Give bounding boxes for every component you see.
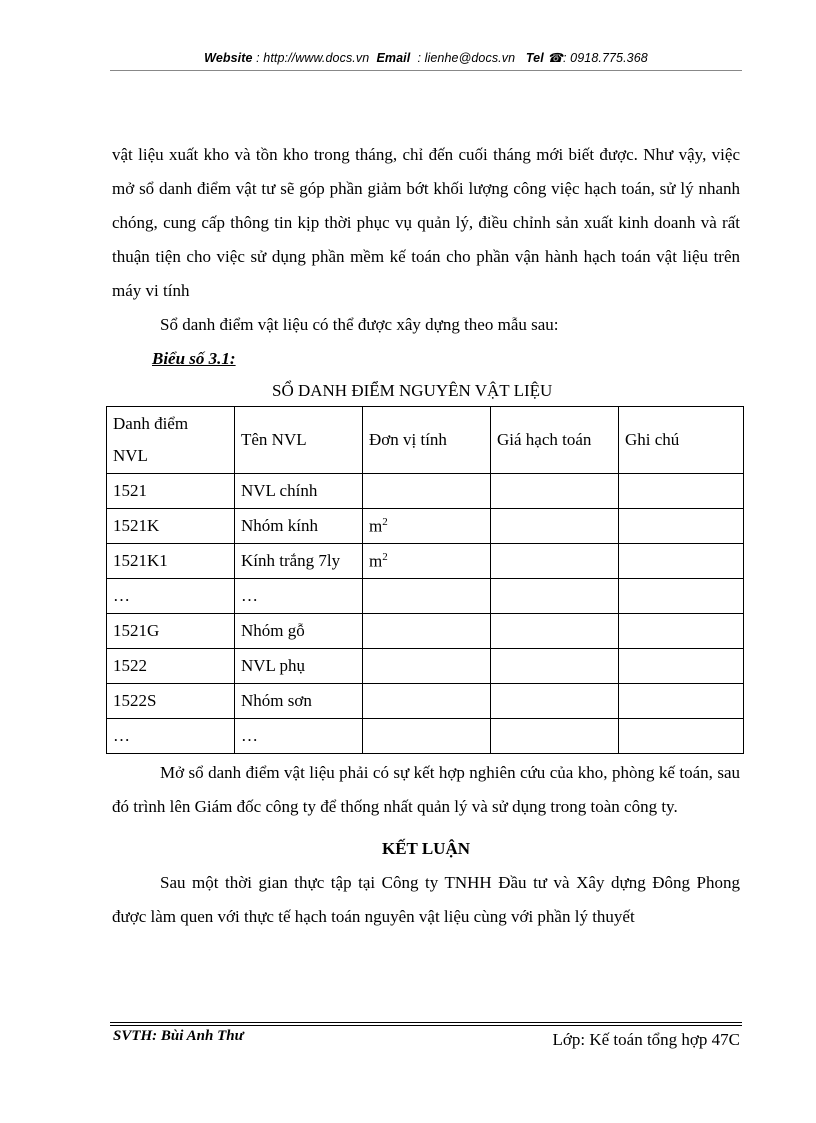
phone-icon: ☎ <box>547 51 564 65</box>
header-cell-ghi-chu: Ghi chú <box>619 407 744 474</box>
cell-unit: $m^2$ <box>363 544 491 579</box>
cell-note <box>619 474 744 509</box>
table-row <box>107 649 744 684</box>
cell-note <box>619 544 744 579</box>
table-row <box>107 614 744 649</box>
cell-code: … <box>107 579 235 614</box>
cell-code: 1522S <box>107 684 235 719</box>
header-cell-ten-nvl: Tên NVL <box>235 407 363 474</box>
header-divider <box>110 70 742 71</box>
cell-name: NVL phụ <box>235 649 363 684</box>
cell-note <box>619 649 744 684</box>
table-row <box>107 579 744 614</box>
cell-code: 1522 <box>107 649 235 684</box>
footer-divider-top <box>110 1022 742 1023</box>
cell-name: Nhóm kính <box>235 509 363 544</box>
paragraph-1: vật liệu xuất kho và tồn kho trong tháng, chỉ đến cuối tháng mới biết được. Như vậy, việc mở sổ danh điểm vật tư sẽ góp phần giảm bớt khối lượng công việc hạch toán, sử lý nhanh chóng, cung cấp thông tin kịp thời phục vụ quản lý, điều chỉnh sản xuất kinh doanh và rất thuận tiện cho việc sử dụng phần mềm kế toán cho phần vận hành hạch toán vật liệu trên máy vi tính <box>112 145 740 300</box>
tel-label: Tel <box>525 51 544 65</box>
cell-note <box>619 509 744 544</box>
table-row <box>107 474 744 509</box>
footer-divider-bottom <box>110 1025 742 1026</box>
cell-code: 1521G <box>107 614 235 649</box>
cell-unit <box>363 719 491 754</box>
cell-price <box>491 509 619 544</box>
page-content <box>112 138 740 934</box>
cell-name: … <box>235 719 363 754</box>
table-title: SỔ DANH ĐIỂM NGUYÊN VẬT LIỆU <box>272 381 553 400</box>
paragraph-2: Sổ danh điểm vật liệu có thể được xây dựng theo mẫu sau: <box>160 315 559 334</box>
cell-note <box>619 684 744 719</box>
cell-name: … <box>235 579 363 614</box>
cell-unit <box>363 649 491 684</box>
header-cell-don-vi: Đơn vị tính <box>363 407 491 474</box>
paragraph-4: Sau một thời gian thực tập tại Công ty TNHH Đầu tư và Xây dựng Đông Phong được làm quen với thực tế hạch toán nguyên vật liệu cùng với phần lý thuyết <box>112 873 740 926</box>
ketluan-heading: KẾT LUẬN <box>381 839 470 858</box>
cell-price <box>491 579 619 614</box>
header-cell-gia: Giá hạch toán <box>491 407 619 474</box>
table-row <box>107 719 744 754</box>
cell-name: Kính trắng 7ly <box>235 544 363 579</box>
table-row <box>107 544 744 579</box>
cell-price <box>491 649 619 684</box>
cell-unit <box>363 684 491 719</box>
cell-price <box>491 684 619 719</box>
cell-price <box>491 544 619 579</box>
danh-diem-table <box>106 406 744 754</box>
paragraph-3: Mở sổ danh điểm vật liệu phải có sự kết hợp nghiên cứu của kho, phòng kế toán, sau đó trình lên Giám đốc công ty để thống nhất quản lý và sử dụng trong toàn công ty. <box>112 763 740 816</box>
cell-code: … <box>107 719 235 754</box>
email-value: : lienhe@docs.vn <box>417 51 516 65</box>
cell-unit <box>363 474 491 509</box>
cell-name: Nhóm sơn <box>235 684 363 719</box>
cell-code: 1521K1 <box>107 544 235 579</box>
table-header-row <box>107 407 744 474</box>
cell-price <box>491 474 619 509</box>
cell-price <box>491 614 619 649</box>
website-label: Website <box>204 51 253 65</box>
cell-code: 1521K <box>107 509 235 544</box>
website-value: : http://www.docs.vn <box>256 51 370 65</box>
table-row <box>107 684 744 719</box>
cell-price <box>491 719 619 754</box>
cell-name: Nhóm gỗ <box>235 614 363 649</box>
cell-unit <box>363 614 491 649</box>
email-label: Email <box>376 51 411 65</box>
header-cell-danh-diem: Danh điểm NVL <box>107 407 235 474</box>
cell-note <box>619 579 744 614</box>
tel-value: : 0918.775.368 <box>563 51 648 65</box>
table-row <box>107 509 744 544</box>
cell-unit <box>363 579 491 614</box>
footer-class: Lớp: Kế toán tổng hợp 47C <box>552 1030 740 1049</box>
cell-note <box>619 719 744 754</box>
cell-code: 1521 <box>107 474 235 509</box>
page-header <box>110 50 742 65</box>
footer-student: SVTH: Bùi Anh Thư <box>113 1028 244 1044</box>
cell-unit: $m^2$ <box>363 509 491 544</box>
bieu-label: Biểu số 3.1: <box>152 349 236 368</box>
cell-note <box>619 614 744 649</box>
cell-name: NVL chính <box>235 474 363 509</box>
